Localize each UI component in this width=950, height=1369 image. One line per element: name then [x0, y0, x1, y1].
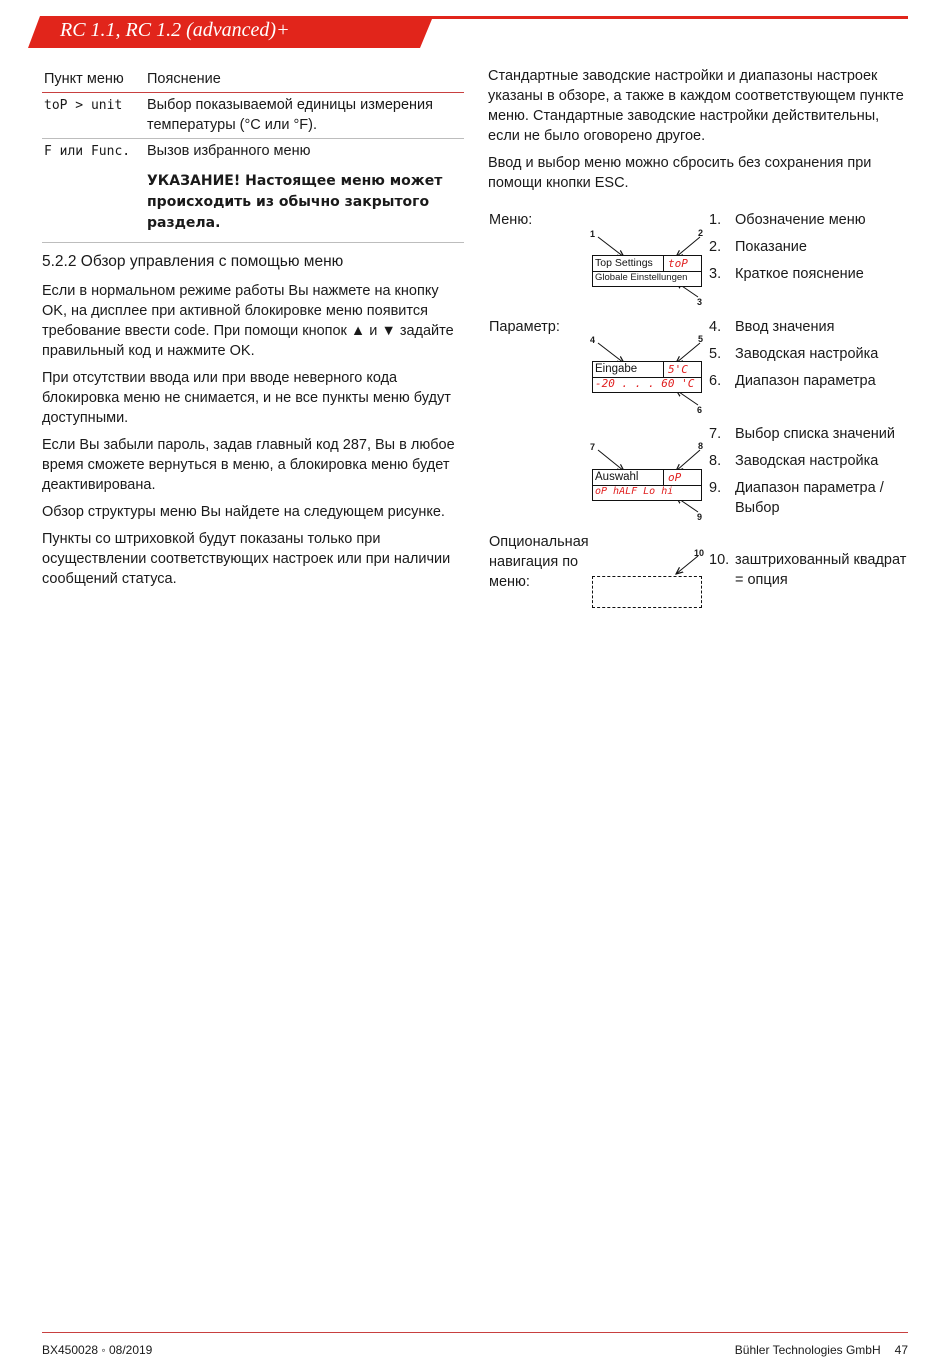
lcd-menu-value: toP	[668, 257, 688, 270]
footer-right	[735, 1343, 908, 1357]
callout-number: 2	[698, 228, 704, 238]
label-menu: Меню:	[489, 212, 533, 228]
section-heading: 5.2.2 Обзор управления с помощью меню	[42, 253, 344, 270]
table-cell-item: F или Func.	[44, 144, 131, 159]
table-row-note	[42, 165, 464, 243]
table-header-item: Пункт меню	[42, 66, 147, 93]
menu-items-table	[42, 66, 464, 243]
footer-company: Bühler Technologies GmbH	[734, 1343, 881, 1357]
callout-number: 4	[590, 335, 596, 345]
menu-legend-diagram: Меню: Параметр: Опциональная навигация по меню: 1 2 3 4 5 6 7 8 9 10 Top Settings toP Globale Einstellungen Eingabe 5'C -20 . . . 60 'C Auswahl oP oP hALF Lo hi 1. Обозначение меню 2. Показание 3. Краткое пояснение 4. Ввод значения 5. Заводская настройка 6. Диапазон параметра 7. Выбор списка значений 8. Заводская настройка 9. Диапазон параметра / Выбор 10. заштрихованный квадрат = опция	[488, 200, 928, 620]
paragraph: При отсутствии ввода или при вводе неверного кода блокировка меню не снимается, и не все пункты меню будут доступными.	[42, 370, 451, 426]
lcd-param-range: -20 . . . 60 'C	[595, 377, 695, 390]
callout-number: 7	[590, 442, 596, 452]
lcd-param-title: Eingabe	[595, 363, 638, 375]
callout-number: 5	[698, 334, 704, 344]
label-param: Параметр:	[489, 319, 560, 335]
paragraph: Если в нормальном режиме работы Вы нажмете на кнопку OK, на дисплее при активной блокировке меню появится требование ввести code. При помощи кнопок ▲ и ▼ задайте правильный код и нажмите OK.	[42, 283, 454, 359]
lcd-menu-display	[592, 255, 702, 287]
lcd-param-display	[592, 361, 702, 393]
footer-doc-id: BX450028 ◦ 08/2019	[42, 1343, 153, 1357]
optional-menu-box	[592, 576, 702, 608]
table-header-desc: Пояснение	[147, 66, 464, 93]
callout-number: 3	[697, 297, 703, 307]
header-title: RC 1.1, RC 1.2 (advanced)+	[60, 19, 290, 41]
table-row	[42, 93, 464, 139]
note-text: УКАЗАНИЕ! Настоящее меню может происходить из обычно закрытого раздела.	[147, 165, 464, 243]
callout-number: 9	[697, 512, 703, 522]
lcd-menu-description: Globale Einstellungen	[595, 272, 688, 283]
callout-number: 6	[697, 405, 703, 415]
right-column	[488, 66, 908, 200]
paragraph: Пункты со штриховкой будут показаны только при осуществлении соответствующих настроек или при наличии сообщений статуса.	[42, 531, 451, 587]
lcd-select-default: oP	[668, 471, 682, 484]
page-number: 47	[894, 1343, 908, 1357]
footer-rule	[42, 1332, 908, 1333]
paragraph: Ввод и выбор меню можно сбросить без сохранения при помощи кнопки ESC.	[488, 155, 872, 191]
lcd-select-title: Auswahl	[595, 471, 639, 483]
paragraph: Если Вы забыли пароль, задав главный код 287, Вы в любое время сможете вернуться в меню, а блокировка меню будет деактивирована.	[42, 437, 455, 493]
table-cell-desc: Выбор показываемой единицы измерения температуры (°C или °F).	[147, 93, 464, 139]
left-column	[42, 66, 464, 596]
callout-number: 8	[698, 441, 704, 451]
callout-number: 1	[590, 229, 596, 239]
lcd-menu-title: Top Settings	[595, 257, 653, 269]
lcd-param-default: 5'C	[668, 363, 688, 376]
table-cell-item: toP > unit	[44, 98, 123, 113]
callout-number: 10	[694, 548, 705, 558]
paragraph: Обзор структуры меню Вы найдете на следующем рисунке.	[42, 504, 445, 520]
table-cell-desc: Вызов избранного меню	[147, 143, 311, 159]
table-row	[42, 139, 464, 166]
label-optional: Опциональная навигация по меню:	[489, 534, 589, 590]
paragraph: Стандартные заводские настройки и диапазоны настроек указаны в обзоре, а также в каждом соответствующем пункте меню. Стандартные заводские настройки действительны, если не было оговорено другое.	[488, 68, 904, 144]
lcd-select-display	[592, 469, 702, 501]
lcd-select-options: oP hALF Lo hi	[595, 486, 674, 497]
